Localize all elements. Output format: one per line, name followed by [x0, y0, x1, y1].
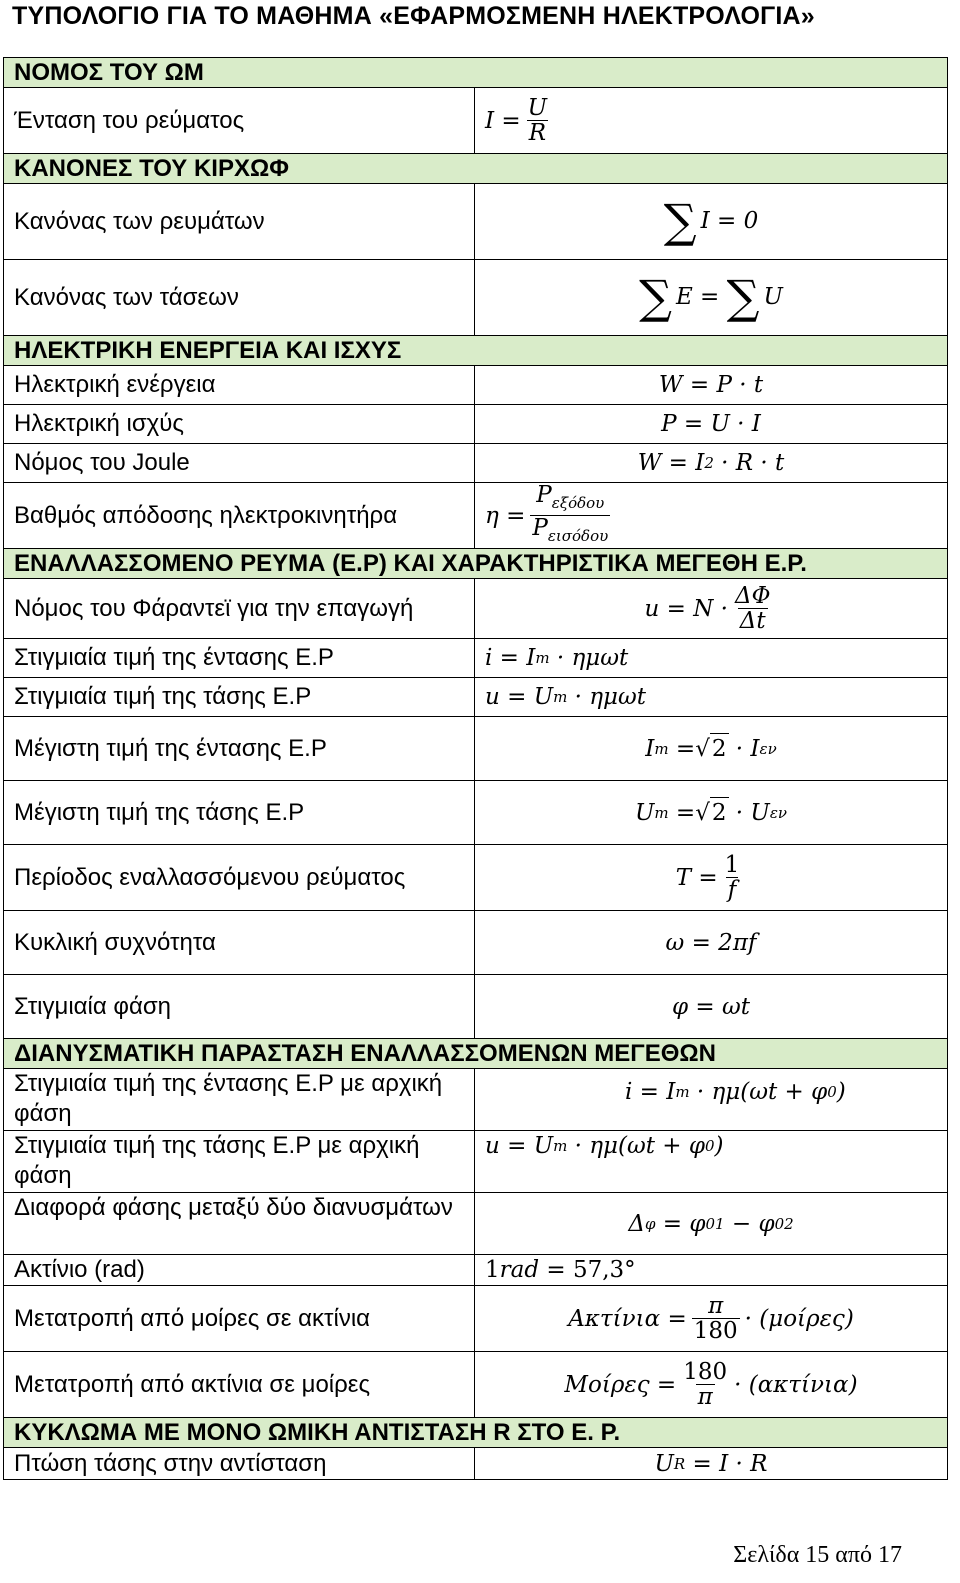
formula-voltage-rule: ∑ E = ∑ U	[475, 260, 948, 336]
section-row	[4, 1039, 948, 1069]
formula-instant-voltage: u = U m · ημωt	[475, 678, 948, 717]
section-row	[4, 549, 948, 579]
table-row	[4, 260, 948, 336]
label-voltage-drop: Πτώση τάσης στην αντίσταση	[4, 1448, 475, 1480]
label-instant-current-phase: Στιγμιαία τιμή της έντασης Ε.Ρ με αρχική φάση	[4, 1069, 475, 1131]
label-radian: Ακτίνιο (rad)	[4, 1255, 475, 1286]
label-max-current: Μέγιστη τιμή της έντασης Ε.Ρ	[4, 717, 475, 781]
formula-faraday: u = N · $\frac{\Delta\Phi}{\Delta t}$	[475, 579, 948, 639]
formula-ohm: I = $\frac{U}{R}$	[475, 88, 948, 154]
page-footer	[733, 1542, 908, 1569]
table-row	[4, 1286, 948, 1352]
label-instant-voltage: Στιγμιαία τιμή της τάσης Ε.Ρ	[4, 678, 475, 717]
section-row	[4, 1418, 948, 1448]
page-number: 15	[805, 1542, 830, 1568]
table-row	[4, 1255, 948, 1286]
label-current-rule: Κανόνας των ρευμάτων	[4, 184, 475, 260]
formula-deg-to-rad: Ακτίνια = $\frac{\pi}{180}$ · (μοίρες)	[475, 1286, 948, 1352]
label-instant-current: Στιγμιαία τιμή της έντασης Ε.Ρ	[4, 639, 475, 678]
formula-max-voltage: U m = √ 2 · U εν	[475, 781, 948, 845]
table-row	[4, 579, 948, 639]
formula-current-phase: i = I m · ημ(ωt + φ 0 )	[475, 1069, 948, 1131]
formula-max-current: I m = √ 2 · I εν	[475, 717, 948, 781]
formula-energy: W = P · t	[475, 366, 948, 405]
label-faraday-law: Νόμος του Φάραντεϊ για την επαγωγή	[4, 579, 475, 639]
label-max-voltage: Μέγιστη τιμή της τάσης Ε.Ρ	[4, 781, 475, 845]
formula-voltage-phase: u = U m · ημ(ωt + φ 0 )	[475, 1131, 948, 1193]
table-row	[4, 366, 948, 405]
formula-instant-current: i = I m · ημωt	[475, 639, 948, 678]
formula-radian: 1 rad = 57,3°	[475, 1255, 948, 1286]
label-angular-frequency: Κυκλική συχνότητα	[4, 911, 475, 975]
formula-rad-to-deg: Μοίρες = $\frac{180}{\pi}$ · (ακτίνια)	[475, 1352, 948, 1418]
table-row	[4, 483, 948, 549]
section-row	[4, 58, 948, 88]
label-electric-energy: Ηλεκτρική ενέργεια	[4, 366, 475, 405]
table-row	[4, 639, 948, 678]
label-instant-phase: Στιγμιαία φάση	[4, 975, 475, 1039]
table-row	[4, 845, 948, 911]
section-energy: ΗΛΕΚΤΡΙΚΗ ΕΝΕΡΓΕΙΑ ΚΑΙ ΙΣΧΥΣ	[4, 336, 948, 366]
formula-angular-frequency: ω = 2πf	[475, 911, 948, 975]
label-instant-voltage-phase: Στιγμιαία τιμή της τάσης Ε.Ρ με αρχική φάση	[4, 1131, 475, 1193]
label-motor-efficiency: Βαθμός απόδοσης ηλεκτροκινητήρα	[4, 483, 475, 549]
page-total: 17	[878, 1542, 902, 1568]
label-joule-law: Νόμος του Joule	[4, 444, 475, 483]
table-row	[4, 1448, 948, 1480]
table-row	[4, 1193, 948, 1255]
table-row	[4, 678, 948, 717]
label-electric-power: Ηλεκτρική ισχύς	[4, 405, 475, 444]
formula-instant-phase: φ = ωt	[475, 975, 948, 1039]
label-deg-to-rad: Μετατροπή από μοίρες σε ακτίνια	[4, 1286, 475, 1352]
table-row	[4, 1069, 948, 1131]
formula-voltage-drop: U R = I · R	[475, 1448, 948, 1480]
section-ac: ΕΝΑΛΛΑΣΣΟΜΕΝΟ ΡΕΥΜΑ (Ε.Ρ) ΚΑΙ ΧΑΡΑΚΤΗΡΙΣΤΙΚΑ ΜΕΓΕΘΗ Ε.Ρ.	[4, 549, 948, 579]
page-word: Σελίδα	[733, 1542, 800, 1568]
label-period: Περίοδος εναλλασσόμενου ρεύματος	[4, 845, 475, 911]
section-row	[4, 154, 948, 184]
table-row	[4, 405, 948, 444]
table-row	[4, 975, 948, 1039]
table-row	[4, 184, 948, 260]
table-row	[4, 88, 948, 154]
table-row	[4, 444, 948, 483]
table-row	[4, 717, 948, 781]
label-rad-to-deg: Μετατροπή από ακτίνια σε μοίρες	[4, 1352, 475, 1418]
section-kirchhoff: ΚΑΝΟΝΕΣ ΤΟΥ ΚΙΡΧΩΦ	[4, 154, 948, 184]
table-row	[4, 911, 948, 975]
formula-table	[3, 57, 948, 1480]
formula-efficiency: η = $\frac{P_{\varepsilon\xi ό\delta o\upsilon}}{P_{\varepsilon\iota\sigma ό\delta o\upsilon}}$	[475, 483, 948, 549]
label-voltage-rule: Κανόνας των τάσεων	[4, 260, 475, 336]
label-current: Ένταση του ρεύματος	[4, 88, 475, 154]
section-row	[4, 336, 948, 366]
label-phase-difference: Διαφορά φάσης μεταξύ δύο διανυσμάτων	[4, 1193, 475, 1255]
section-vector: ΔΙΑΝΥΣΜΑΤΙΚΗ ΠΑΡΑΣΤΑΣΗ ΕΝΑΛΛΑΣΣΟΜΕΝΩΝ ΜΕΓΕΘΩΝ	[4, 1039, 948, 1069]
document-title: ΤΥΠΟΛΟΓΙΟ ΓΙΑ ΤΟ ΜΑΘΗΜΑ «ΕΦΑΡΜΟΣΜΕΝΗ ΗΛΕΚΤΡΟΛΟΓΙΑ»	[12, 2, 815, 30]
formula-phase-difference: Δ φ = φ 01 − φ 02	[475, 1193, 948, 1255]
section-ohm: ΝΟΜΟΣ ΤΟΥ ΩΜ	[4, 58, 948, 88]
of-word: από	[835, 1542, 872, 1568]
formula-period: T = $\frac{1}{f}$	[475, 845, 948, 911]
formula-current-rule: ∑ I = 0	[475, 184, 948, 260]
table-row	[4, 781, 948, 845]
table-row	[4, 1131, 948, 1193]
formula-power: P = U · I	[475, 405, 948, 444]
formula-joule: W = I 2 · R · t	[475, 444, 948, 483]
table-row	[4, 1352, 948, 1418]
section-circuit: ΚΥΚΛΩΜΑ ΜΕ ΜΟΝΟ ΩΜΙΚΗ ΑΝΤΙΣΤΑΣΗ R ΣΤΟ Ε. Ρ.	[4, 1418, 948, 1448]
